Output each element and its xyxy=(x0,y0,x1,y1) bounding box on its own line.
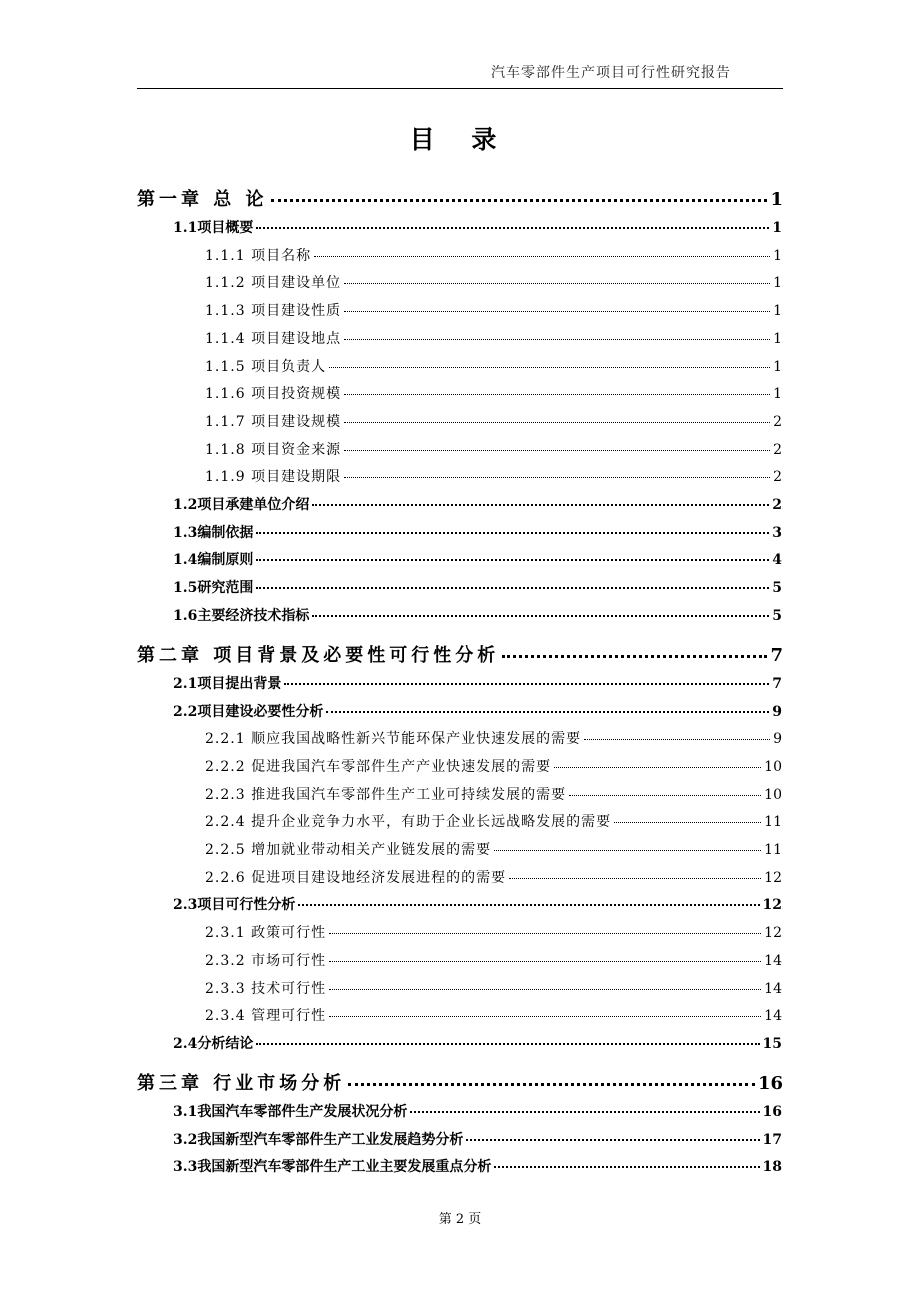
toc-entry-label: 1.3编制依据 xyxy=(173,524,254,541)
toc-entry-label: 1.1.9 项目建设期限 xyxy=(205,469,342,486)
dot-leader xyxy=(329,989,761,990)
toc-subsection-entry[interactable] xyxy=(205,300,782,320)
toc-entry-page-number: 14 xyxy=(764,952,782,969)
toc-section-entry[interactable] xyxy=(173,1156,782,1176)
dot-leader xyxy=(298,904,759,906)
toc-entry-label: 2.3.3 技术可行性 xyxy=(205,980,327,997)
dot-leader xyxy=(344,394,770,395)
dot-leader xyxy=(614,822,761,823)
toc-entry-page-number: 2 xyxy=(773,441,782,458)
dot-leader xyxy=(494,850,761,851)
toc-entry-label: 1.6主要经济技术指标 xyxy=(173,607,310,624)
toc-entry-page-number: 10 xyxy=(764,786,782,803)
toc-entry-label: 1.1.2 项目建设单位 xyxy=(205,275,342,292)
toc-entry-page-number: 7 xyxy=(772,675,782,692)
toc-entry-page-number: 18 xyxy=(762,1159,782,1176)
toc-subsection-entry[interactable] xyxy=(205,978,782,998)
toc-entry-label: 1.1.1 项目名称 xyxy=(205,247,312,264)
toc-entry-label: 3.1我国汽车零部件生产发展状况分析 xyxy=(173,1103,408,1120)
toc-entry-page-number: 12 xyxy=(762,897,782,914)
toc-entry-label: 2.2项目建设必要性分析 xyxy=(173,703,324,720)
toc-entry-page-number: 16 xyxy=(757,1072,783,1094)
dot-leader xyxy=(569,795,761,796)
toc-section-entry[interactable] xyxy=(173,701,782,721)
dot-leader xyxy=(410,1111,759,1113)
toc-entry-page-number: 17 xyxy=(762,1131,782,1148)
toc-subsection-entry[interactable] xyxy=(205,383,782,403)
dot-leader xyxy=(344,450,770,451)
page-title: 目 录 xyxy=(409,125,511,154)
toc-entry-page-number: 9 xyxy=(772,703,782,720)
dot-leader xyxy=(466,1139,759,1141)
dot-leader xyxy=(256,1043,759,1045)
dot-leader xyxy=(502,655,767,658)
toc-entry-label: 2.2.3 推进我国汽车零部件生产工业可持续发展的需要 xyxy=(205,786,567,803)
dot-leader xyxy=(344,283,770,284)
toc-subsection-entry[interactable] xyxy=(205,328,782,348)
toc-chapter-entry[interactable] xyxy=(137,185,783,211)
toc-section-entry[interactable] xyxy=(173,494,782,514)
toc-entry-label: 1.1.6 项目投资规模 xyxy=(205,386,342,403)
toc-subsection-entry[interactable] xyxy=(205,356,782,376)
toc-entry-label: 3.2我国新型汽车零部件生产工业发展趋势分析 xyxy=(173,1131,464,1148)
dot-leader xyxy=(344,339,770,340)
toc-entry-label: 1.1.7 项目建设规模 xyxy=(205,413,342,430)
toc-entry-page-number: 1 xyxy=(773,330,782,347)
toc-section-entry[interactable] xyxy=(173,577,782,597)
dot-leader xyxy=(329,933,761,934)
toc-entry-label: 第二章 项目背景及必要性可行性分析 xyxy=(137,644,500,666)
toc-entry-label: 2.2.5 增加就业带动相关产业链发展的需要 xyxy=(205,842,492,858)
toc-section-entry[interactable] xyxy=(173,894,782,914)
toc-subsection-entry[interactable] xyxy=(205,728,782,748)
toc-section-entry[interactable] xyxy=(173,1033,782,1053)
toc-entry-label: 1.2项目承建单位介绍 xyxy=(173,497,310,513)
toc-subsection-entry[interactable] xyxy=(205,811,782,831)
toc-entry-page-number: 16 xyxy=(762,1103,782,1120)
toc-entry-page-number: 2 xyxy=(773,469,782,486)
toc-entry-page-number: 10 xyxy=(764,758,782,775)
toc-entry-page-number: 14 xyxy=(764,1008,782,1025)
toc-entry-page-number: 1 xyxy=(773,247,782,264)
toc-entry-page-number: 1 xyxy=(772,220,782,236)
toc-entry-page-number: 7 xyxy=(770,644,783,666)
toc-entry-page-number: 1 xyxy=(773,303,782,320)
dot-leader xyxy=(348,1083,755,1086)
toc-entry-label: 1.5研究范围 xyxy=(173,580,254,597)
toc-entry-label: 2.2.6 促进项目建设地经济发展进程的的需要 xyxy=(205,869,507,886)
dot-leader xyxy=(256,559,769,561)
dot-leader xyxy=(326,711,769,713)
dot-leader xyxy=(494,1166,759,1168)
dot-leader xyxy=(329,1016,761,1017)
toc-section-entry[interactable] xyxy=(173,1129,782,1149)
toc-entry-page-number: 1 xyxy=(773,358,782,375)
toc-section-entry[interactable] xyxy=(173,605,782,625)
dot-leader xyxy=(312,615,769,617)
dot-leader xyxy=(271,199,768,202)
toc-entry-page-number: 2 xyxy=(772,497,782,513)
toc-entry-label: 2.1项目提出背景 xyxy=(173,675,282,692)
toc-entry-label: 1.1项目概要 xyxy=(173,220,254,236)
toc-section-entry[interactable] xyxy=(173,522,782,542)
dot-leader xyxy=(256,587,769,589)
toc-entry-label: 2.2.1 顺应我国战略性新兴节能环保产业快速发展的需要 xyxy=(205,731,582,748)
toc-subsection-entry[interactable] xyxy=(205,784,782,804)
toc-subsection-entry[interactable] xyxy=(205,245,782,265)
toc-entry-label: 第三章 行业市场分析 xyxy=(137,1072,346,1094)
toc-entry-page-number: 4 xyxy=(772,552,782,569)
toc-entry-page-number: 5 xyxy=(772,607,782,624)
toc-entry-page-number: 12 xyxy=(764,925,782,942)
dot-leader xyxy=(284,683,769,685)
toc-section-entry[interactable] xyxy=(173,549,782,569)
toc-entry-label: 1.1.3 项目建设性质 xyxy=(205,303,342,320)
toc-subsection-entry[interactable] xyxy=(205,950,782,970)
dot-leader xyxy=(584,739,770,740)
toc-entry-page-number: 9 xyxy=(773,731,782,748)
toc-chapter-entry[interactable] xyxy=(137,1069,783,1095)
toc-entry-page-number: 14 xyxy=(764,980,782,997)
toc-entry-label: 2.3.1 政策可行性 xyxy=(205,925,327,942)
toc-section-entry[interactable] xyxy=(173,217,782,237)
dot-leader xyxy=(329,367,770,368)
toc-entry-label: 3.3我国新型汽车零部件生产工业主要发展重点分析 xyxy=(173,1159,492,1176)
toc-entry-label: 2.4分析结论 xyxy=(173,1035,254,1052)
toc-subsection-entry[interactable] xyxy=(205,272,782,292)
toc-subsection-entry[interactable] xyxy=(205,466,782,486)
toc-entry-page-number: 11 xyxy=(764,842,782,858)
dot-leader xyxy=(314,256,770,257)
toc-entry-page-number: 1 xyxy=(770,189,783,210)
toc-entry-label: 2.3.2 市场可行性 xyxy=(205,952,327,969)
dot-leader xyxy=(344,311,770,312)
toc-chapter-entry[interactable] xyxy=(137,641,783,667)
dot-leader xyxy=(329,961,761,962)
toc-entry-label: 第一章 总 论 xyxy=(137,189,268,210)
toc-section-entry[interactable] xyxy=(173,1101,782,1121)
dot-leader xyxy=(256,532,769,534)
running-header xyxy=(137,60,783,89)
dot-leader xyxy=(312,504,769,506)
toc-entry-page-number: 12 xyxy=(764,869,782,886)
toc-subsection-entry[interactable] xyxy=(205,756,782,776)
dot-leader xyxy=(256,227,769,229)
toc-entry-label: 2.2.4 提升企业竞争力水平，有助于企业长远战略发展的需要 xyxy=(205,814,612,831)
toc-entry-page-number: 3 xyxy=(772,524,782,541)
toc-entry-page-number: 2 xyxy=(773,413,782,430)
toc-entry-page-number: 11 xyxy=(764,814,782,831)
toc-entry-label: 1.1.4 项目建设地点 xyxy=(205,330,342,347)
toc-entry-page-number: 1 xyxy=(773,275,782,292)
toc-entry-label: 2.3.4 管理可行性 xyxy=(205,1008,327,1025)
toc-entry-label: 1.1.5 项目负责人 xyxy=(205,358,327,375)
toc-subsection-entry[interactable] xyxy=(205,439,782,459)
toc-section-entry[interactable] xyxy=(173,673,782,693)
toc-entry-label: 1.4编制原则 xyxy=(173,552,254,569)
toc-entry-page-number: 5 xyxy=(772,580,782,597)
toc-subsection-entry[interactable] xyxy=(205,922,782,942)
toc-subsection-entry[interactable] xyxy=(205,411,782,431)
dot-leader xyxy=(554,767,761,768)
toc-subsection-entry[interactable] xyxy=(205,1005,782,1025)
toc-entry-page-number: 15 xyxy=(762,1035,782,1052)
dot-leader xyxy=(344,422,770,423)
toc-entry-label: 2.2.2 促进我国汽车零部件生产产业快速发展的需要 xyxy=(205,758,552,775)
toc-subsection-entry[interactable] xyxy=(205,839,782,859)
toc-entry-label: 1.1.8 项目资金来源 xyxy=(205,441,342,458)
toc-entry-page-number: 1 xyxy=(773,386,782,403)
header-title: 汽车零部件生产项目可行性研究报告 xyxy=(491,65,731,81)
toc-subsection-entry[interactable] xyxy=(205,867,782,887)
dot-leader xyxy=(344,477,770,478)
dot-leader xyxy=(509,878,761,879)
page-number: 第 2 页 xyxy=(438,1212,482,1227)
toc-entry-label: 2.3项目可行性分析 xyxy=(173,897,296,914)
